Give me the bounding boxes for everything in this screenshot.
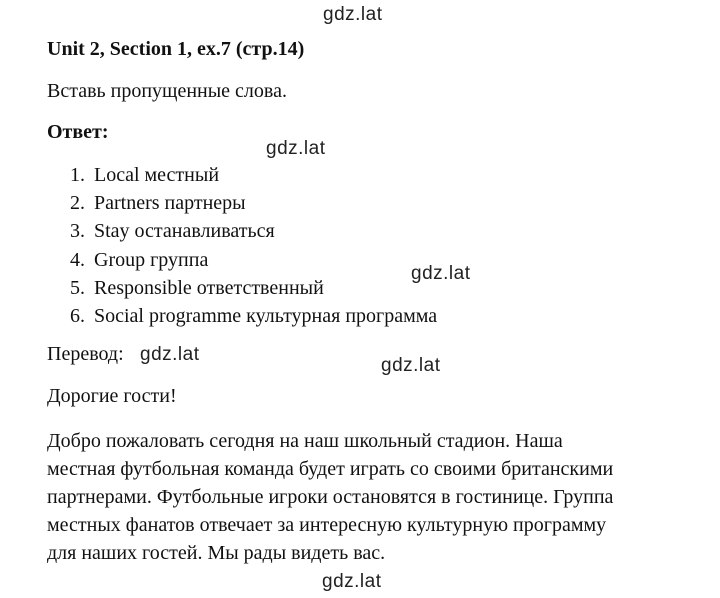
exercise-instruction: Вставь пропущенные слова. bbox=[47, 80, 287, 102]
answer-item bbox=[70, 217, 437, 245]
answer-number: 1. bbox=[70, 164, 85, 186]
answer-item bbox=[70, 302, 437, 330]
paragraph-line: для наших гостей. Мы рады видеть вас. bbox=[47, 542, 386, 564]
answer-number: 2. bbox=[70, 192, 85, 215]
watermark: gdz.lat bbox=[266, 138, 326, 159]
answer-item bbox=[70, 161, 437, 189]
answer-text: Social programme культурная программа bbox=[94, 304, 438, 327]
translation-heading: Перевод: bbox=[47, 343, 124, 365]
watermark: gdz.lat bbox=[322, 571, 382, 592]
answer-heading: Ответ: bbox=[47, 121, 109, 143]
answer-number: 3. bbox=[70, 220, 85, 243]
paragraph-line: Добро пожаловать сегодня на наш школьный стадион. Наша bbox=[47, 430, 563, 452]
watermark: gdz.lat bbox=[140, 344, 200, 365]
answer-text: Responsible ответственный bbox=[94, 276, 324, 299]
watermark: gdz.lat bbox=[323, 4, 383, 25]
answer-number: 6. bbox=[70, 304, 85, 327]
watermark: gdz.lat bbox=[381, 355, 441, 376]
exercise-title: Unit 2, Section 1, ex.7 (стр.14) bbox=[47, 38, 305, 60]
translation-greeting: Дорогие гости! bbox=[47, 385, 177, 407]
answer-list bbox=[70, 161, 437, 330]
answer-number: 4. bbox=[70, 248, 85, 271]
paragraph-line: местная футбольная команда будет играть со своими британскими bbox=[47, 458, 614, 480]
answer-text: Stay останавливаться bbox=[94, 220, 275, 243]
answer-text: Group группа bbox=[94, 248, 209, 271]
answer-text: Partners партнеры bbox=[94, 192, 246, 215]
watermark: gdz.lat bbox=[411, 263, 471, 284]
answer-item bbox=[70, 189, 437, 217]
paragraph-line: партнерами. Футбольные игроки остановятся в гостинице. Группа bbox=[47, 486, 614, 508]
paragraph-line: местных фанатов отвечает за интересную культурную программу bbox=[47, 514, 607, 536]
answer-text: Local местный bbox=[94, 164, 220, 186]
answer-item bbox=[70, 274, 437, 302]
answer-item bbox=[70, 246, 437, 274]
translation-paragraph bbox=[47, 427, 717, 567]
answer-number: 5. bbox=[70, 276, 85, 299]
